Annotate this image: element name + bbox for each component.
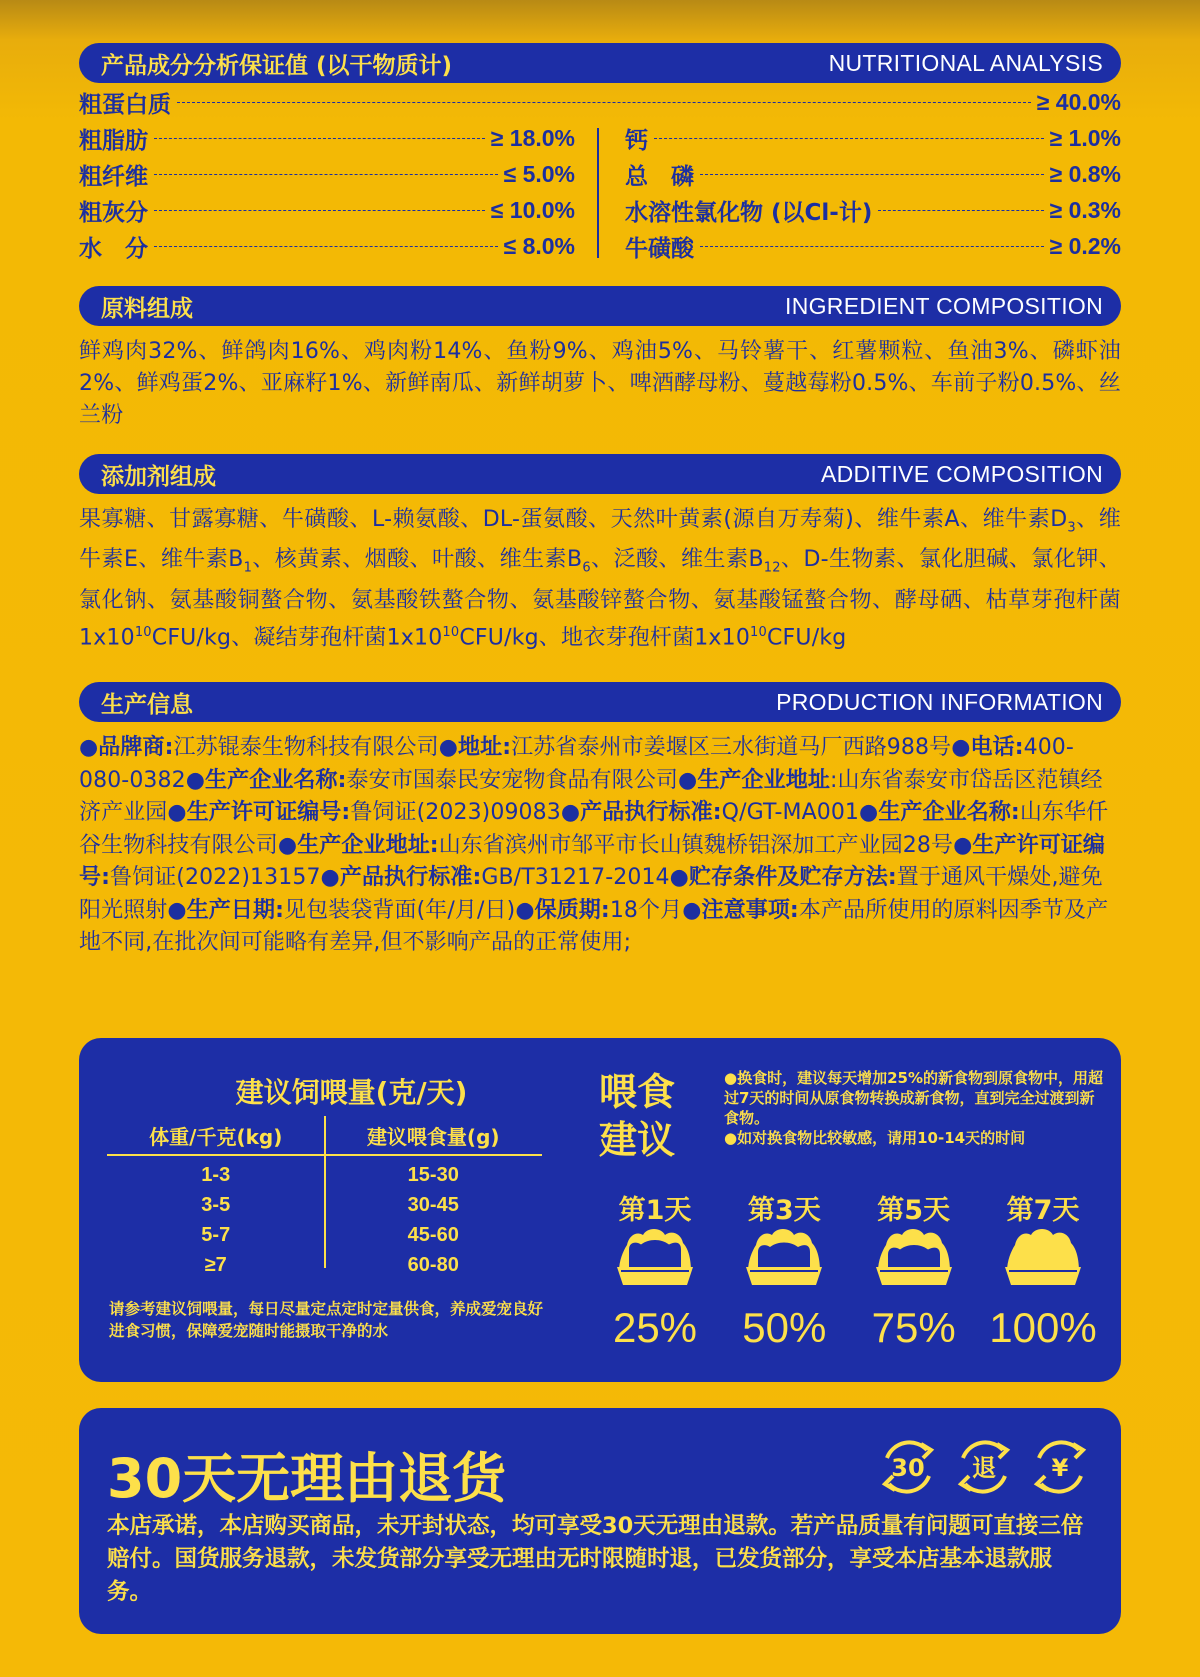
dotted-leader <box>878 210 1043 211</box>
nutrition-row <box>625 192 1121 228</box>
ingredients-text: 鲜鸡肉32%、鲜鸽肉16%、鸡肉粉14%、鱼粉9%、鸡油5%、马铃薯干、红薯颗粒、鱼油3%、磷虾油2%、鲜鸡蛋2%、亚麻籽1%、新鲜南瓜、新鲜胡萝卜、啤酒酵母粉、蔓越莓粉0.5%、车前子粉0.5%、丝兰粉 <box>79 339 1121 428</box>
bowl-base <box>617 1267 693 1285</box>
ingredients-header <box>79 286 1121 326</box>
yuan-refund-icon <box>1029 1436 1091 1498</box>
production-key: ●电话: <box>951 735 1024 760</box>
icon-glyph: 退 <box>972 1454 996 1482</box>
nutrition-header <box>79 43 1121 83</box>
production-key: ●地址: <box>438 735 512 760</box>
nutrition-title-en: NUTRITIONAL ANALYSIS <box>828 49 1103 76</box>
additives-title-en: ADDITIVE COMPOSITION <box>820 460 1103 487</box>
nutrition-row <box>625 156 1121 192</box>
weight-cell: ≥7 <box>204 1253 227 1276</box>
bowl-base <box>1005 1267 1081 1285</box>
table-divider <box>324 1116 326 1268</box>
dotted-leader <box>154 210 485 211</box>
nutrition-label: 牛磺酸 <box>625 235 694 262</box>
nutrition-value: ≥ 1.0% <box>1049 124 1121 151</box>
refund-icon <box>953 1436 1015 1498</box>
production-value: Q/GT-MA001 <box>721 800 860 825</box>
nutrition-value: ≤ 8.0% <box>503 232 575 259</box>
advice-title-line2: 建议 <box>599 1118 676 1162</box>
additives-title-zh: 添加剂组成 <box>101 463 216 490</box>
tip-1: ●换食时，建议每天增加25%的新食物到原食物中，用超过7天的时间从原食物转换成新食物，直到完全过渡到新食物。 <box>724 1069 1103 1127</box>
nutrition-label: 水 分 <box>79 235 148 262</box>
production-key: ●生产企业地址: <box>277 832 439 858</box>
day-percentage: 75% <box>871 1304 956 1351</box>
nutrition-label: 粗脂肪 <box>79 127 148 154</box>
production-value: 山东省滨州市邹平市长山镇魏桥铝深加工产业园28号 <box>438 832 954 858</box>
production-header <box>79 682 1121 722</box>
transition-day <box>599 1188 711 1352</box>
amount-cell: 30-45 <box>407 1193 459 1216</box>
nutrition-left-column <box>79 120 575 264</box>
nutrition-row <box>79 192 575 228</box>
production-key: ●生产许可证编号: <box>79 832 1106 890</box>
production-value: 本产品所使用的原料因季节及产地不同,在批次间可能略有差异,但不影响产品的正常使用; <box>79 897 1109 955</box>
production-key: ●生产许可证编号: <box>167 800 351 825</box>
production-value: 置于通风干燥处,避免阳光照射 <box>79 865 1103 923</box>
production-value: 见包装袋背面(年/月/日) <box>284 897 516 923</box>
amount-cell: 60-80 <box>407 1253 459 1276</box>
production-title-zh: 生产信息 <box>101 691 193 718</box>
feeding-table <box>107 1116 542 1280</box>
nutrition-label: 总 磷 <box>625 163 694 190</box>
ingredients-title-zh: 原料组成 <box>101 295 193 322</box>
nutrition-value: ≤ 10.0% <box>490 196 575 223</box>
production-value: 400-080-0382 <box>79 735 1074 793</box>
production-value: :山东省泰安市岱岳区范镇经济产业园 <box>79 767 1103 825</box>
dotted-leader <box>177 102 1031 103</box>
nutrition-value: ≥ 0.8% <box>1049 160 1121 187</box>
empty-region <box>888 1245 940 1269</box>
transition-day <box>987 1188 1099 1352</box>
content <box>79 0 1121 960</box>
production-info-text <box>79 732 1121 960</box>
day-label: 第3天 <box>747 1195 821 1226</box>
feeding-panel <box>79 1038 1121 1382</box>
weight-cell: 3-5 <box>201 1193 231 1216</box>
food-bowl-icon <box>599 1222 711 1290</box>
production-value: 泰安市国泰民安宠物食品有限公司 <box>346 767 679 793</box>
production-key: ●产品执行标准: <box>560 800 722 825</box>
nutrition-label: 钙 <box>625 127 648 154</box>
production-value: 江苏省泰州市姜堰区三水街道马厂西路988号 <box>511 735 952 760</box>
production-value: 鲁饲证(2023)09083 <box>350 800 561 825</box>
amount-cell: 15-30 <box>407 1163 459 1186</box>
amount-cell: 45-60 <box>407 1223 459 1246</box>
column-divider <box>597 128 599 258</box>
nutrition-row <box>625 228 1121 264</box>
production-value: 山东华仟谷生物科技有限公司 <box>79 800 1109 858</box>
bowl-base <box>876 1267 952 1285</box>
dotted-leader <box>700 174 1044 175</box>
icon-glyph: 30 <box>891 1454 925 1482</box>
nutrition-columns <box>79 120 1121 264</box>
dotted-leader <box>154 174 498 175</box>
nutrition-value: ≥ 0.3% <box>1049 196 1121 223</box>
col-weight-header: 体重/千克(kg) <box>149 1124 283 1149</box>
nutrition-value: ≥ 40.0% <box>1036 88 1121 115</box>
dotted-leader <box>654 138 1044 139</box>
production-key: ●生产企业名称: <box>185 767 347 793</box>
food-bowl-icon <box>728 1222 840 1290</box>
nutrition-value: ≥ 0.2% <box>1049 232 1121 259</box>
return-title: 30天无理由退货 <box>107 1447 507 1510</box>
advice-title-line1: 喂食 <box>599 1070 676 1114</box>
transition-day <box>728 1188 840 1352</box>
nutrition-row <box>79 120 575 156</box>
nutrition-row <box>625 120 1121 156</box>
nutrition-label: 粗纤维 <box>79 163 148 190</box>
nutrition-right-column <box>625 120 1121 264</box>
bowl-base <box>746 1267 822 1285</box>
transition-days <box>599 1188 1099 1352</box>
weight-cell: 5-7 <box>201 1223 231 1246</box>
dotted-leader <box>700 246 1044 247</box>
empty-region <box>629 1240 681 1269</box>
production-value: 江苏锟泰生物科技有限公司 <box>173 735 439 760</box>
day-label: 第7天 <box>1006 1195 1080 1226</box>
transition-day <box>858 1188 970 1352</box>
nutrition-label: 水溶性氯化物 (以Cl-计) <box>625 199 873 226</box>
tip-2: ●如对换食物比较敏感，请用10-14天的时间 <box>724 1129 1026 1147</box>
dotted-leader <box>154 138 485 139</box>
additives-header <box>79 454 1121 494</box>
day-percentage: 100% <box>989 1304 1097 1351</box>
production-title-en: PRODUCTION INFORMATION <box>776 688 1103 715</box>
feeding-note: 请参考建议饲喂量，每日尽量定点定时定量供食，养成爱宠良好进食习惯，保障爱宠随时能摄取干净的水 <box>109 1300 544 1340</box>
return-icons <box>877 1436 1091 1498</box>
food-bowl-icon <box>858 1222 970 1290</box>
food-mound <box>1007 1229 1079 1271</box>
col-amount-header: 建议喂食量(g) <box>366 1124 500 1149</box>
day-label: 第1天 <box>618 1195 692 1226</box>
production-key: ●保质期: <box>515 897 610 923</box>
nutrition-row-protein <box>79 84 1121 120</box>
production-key: ●贮存条件及贮存方法: <box>669 865 897 890</box>
day-percentage: 25% <box>612 1304 698 1351</box>
production-value: 18个月 <box>609 897 683 923</box>
weight-cell: 1-3 <box>201 1163 231 1186</box>
nutrition-label: 粗蛋白质 <box>79 91 171 118</box>
nutrition-value: ≤ 5.0% <box>503 160 575 187</box>
nutrition-row <box>79 156 575 192</box>
nutrition-row <box>79 228 575 264</box>
feeding-table-title: 建议饲喂量(克/天) <box>235 1076 468 1109</box>
production-key: ●生产日期: <box>167 897 285 923</box>
nutrition-value: ≥ 18.0% <box>490 124 575 151</box>
production-value: 鲁饲证(2022)13157 <box>110 865 321 890</box>
additives-text: 果寡糖、甘露寡糖、牛磺酸、L-赖氨酸、DL-蛋氨酸、天然叶黄素(源自万寿菊)、维牛素A、维牛素$D_3$、维牛素E、维牛素$B_1$、核黄素、烟酸、叶酸、维生素$B_6$、泛酸、维生素$B_{12}$、D-生物素、氯化胆碱、氯化钾、氯化钠、氨基酸铜螯合物、氨基酸铁螯合物、氨基酸锌螯合物、氨基酸锰螯合物、酵母硒、枯草芽孢杆菌$1x10^{10}CFU/kg$、凝结芽孢杆菌$1x10^{10}CFU/kg$、地衣芽孢杆菌$1x10^{10}CFU/kg$ <box>79 507 1121 651</box>
day-label: 第5天 <box>877 1195 951 1226</box>
nutrition-label: 粗灰分 <box>79 199 148 226</box>
return-30-icon <box>877 1436 939 1498</box>
production-value: GB/T31217-2014 <box>481 865 670 890</box>
production-key: ●生产企业地址 <box>678 767 830 793</box>
dotted-leader <box>154 246 498 247</box>
production-key: ●注意事项: <box>682 897 799 923</box>
production-key: ●产品执行标准: <box>320 865 482 890</box>
feeding-advice-title <box>599 1068 689 1164</box>
empty-region <box>758 1243 810 1270</box>
production-key: ●品牌商: <box>79 735 174 760</box>
return-text: 本店承诺，本店购买商品，未开封状态，均可享受30天无理由退款。若产品质量有问题可直接三倍赔付。国货服务退款，未发货部分享受无理由无时限随时退，已发货部分，享受本店基本退款服务。 <box>107 1513 1084 1605</box>
nutrition-title-zh: 产品成分分析保证值 (以干物质计) <box>101 52 453 79</box>
ingredients-title-en: INGREDIENT COMPOSITION <box>785 292 1103 319</box>
icon-glyph: ¥ <box>1051 1454 1069 1482</box>
feeding-tips <box>724 1068 1109 1148</box>
day-percentage: 50% <box>742 1304 827 1351</box>
return-policy-panel <box>79 1408 1121 1634</box>
food-bowl-icon <box>987 1222 1099 1290</box>
production-key: ●生产企业名称: <box>859 800 1020 825</box>
